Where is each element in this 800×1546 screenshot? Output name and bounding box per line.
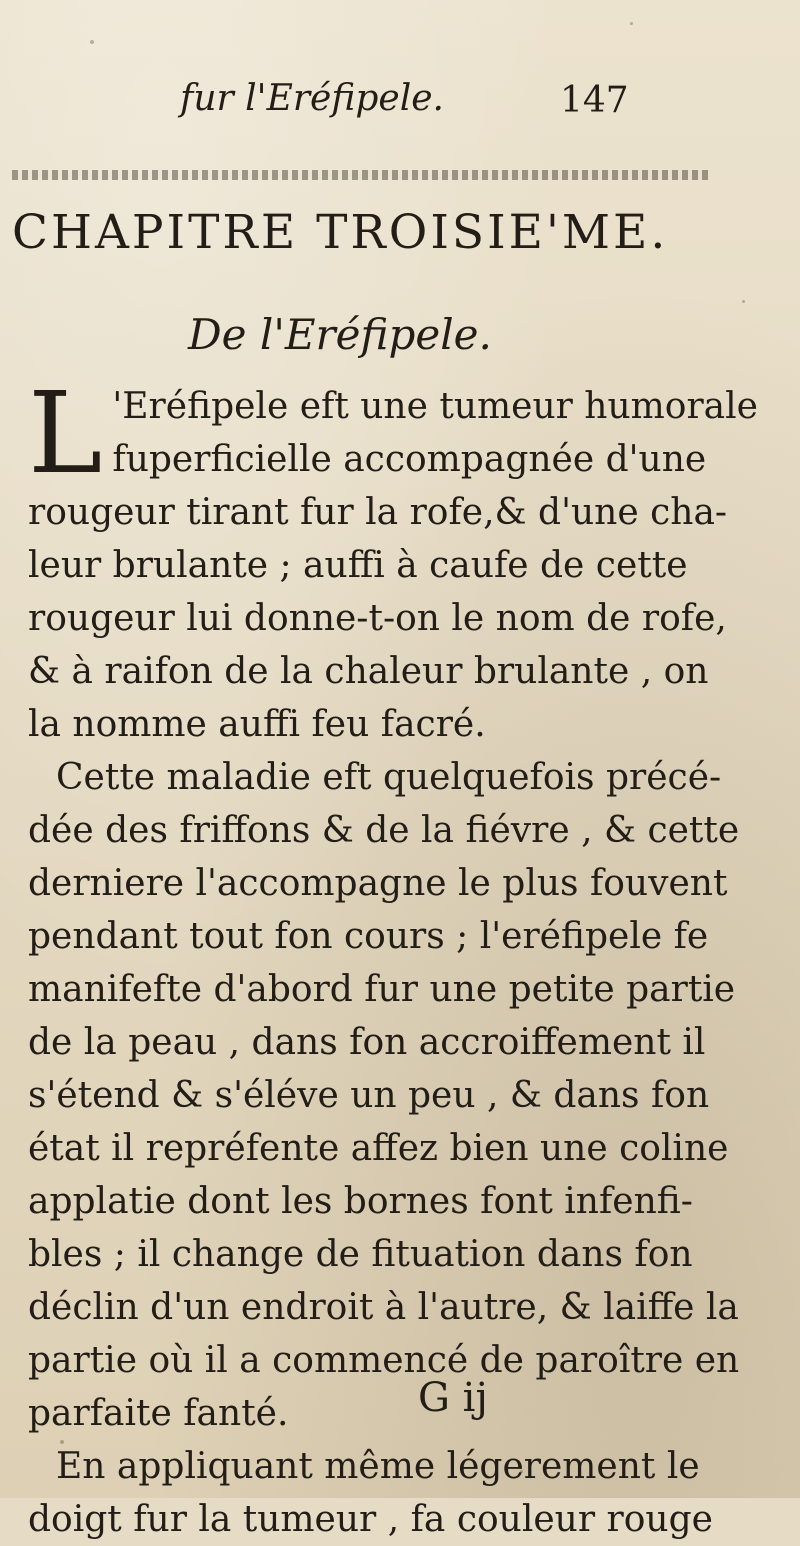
text-line: bles ; il change de fituation dans fon <box>28 1234 693 1275</box>
chapter-subtitle: De l'Eréfipele. <box>188 310 492 359</box>
ornamental-rule <box>12 170 712 180</box>
running-title: fur l'Eréfipele. <box>180 78 444 119</box>
signature-mark: G ij <box>418 1375 488 1421</box>
text-line: rougeur lui donne-t-on le nom de rofe, <box>28 598 727 639</box>
text-line: & à raifon de la chaleur brulante , on <box>28 651 709 692</box>
page-number: 147 <box>560 80 629 121</box>
text-line: manifefte d'abord fur une petite partie <box>28 969 736 1010</box>
text-line: fuperficielle accompagnée d'une <box>112 439 707 480</box>
paper-speck <box>90 40 94 44</box>
text-line: pendant tout fon cours ; l'eréfipele fe <box>28 916 709 957</box>
text-line: En appliquant même légerement le <box>56 1446 700 1487</box>
text-line: 'Eréfipele eft une tumeur humorale <box>112 386 758 427</box>
text-line: dée des friffons & de la fiévre , & cette <box>28 810 740 851</box>
text-line: déclin d'un endroit à l'autre, & laiffe la <box>28 1287 739 1328</box>
chapter-heading: CHAPITRE TROISIE'ME. <box>12 205 669 260</box>
text-line: parfaite fanté. <box>28 1393 289 1434</box>
text-line: s'étend & s'éléve un peu , & dans fon <box>28 1075 710 1116</box>
text-line: de la peau , dans fon accroiffement il <box>28 1022 706 1063</box>
paper-speck <box>742 300 745 303</box>
body-text <box>28 369 758 1546</box>
text-line: partie où il a commencé de paroître en <box>28 1340 740 1381</box>
text-line: applatie dont les bornes font infenfi- <box>28 1181 693 1222</box>
text-line: état il repréfente affez bien une coline <box>28 1128 729 1169</box>
text-line: rougeur tirant fur la rofe,& d'une cha- <box>28 492 728 533</box>
text-line: leur brulante ; auffi à caufe de cette <box>28 545 688 586</box>
text-line: derniere l'accompagne le plus fouvent <box>28 863 728 904</box>
text-line: Cette maladie eft quelquefois précé- <box>56 757 722 798</box>
drop-cap: L <box>28 369 103 499</box>
running-head <box>0 78 800 138</box>
paper-speck <box>630 22 633 25</box>
text-line: la nomme auffi feu facré. <box>28 704 486 745</box>
text-line: doigt fur la tumeur , fa couleur rouge <box>28 1499 713 1540</box>
